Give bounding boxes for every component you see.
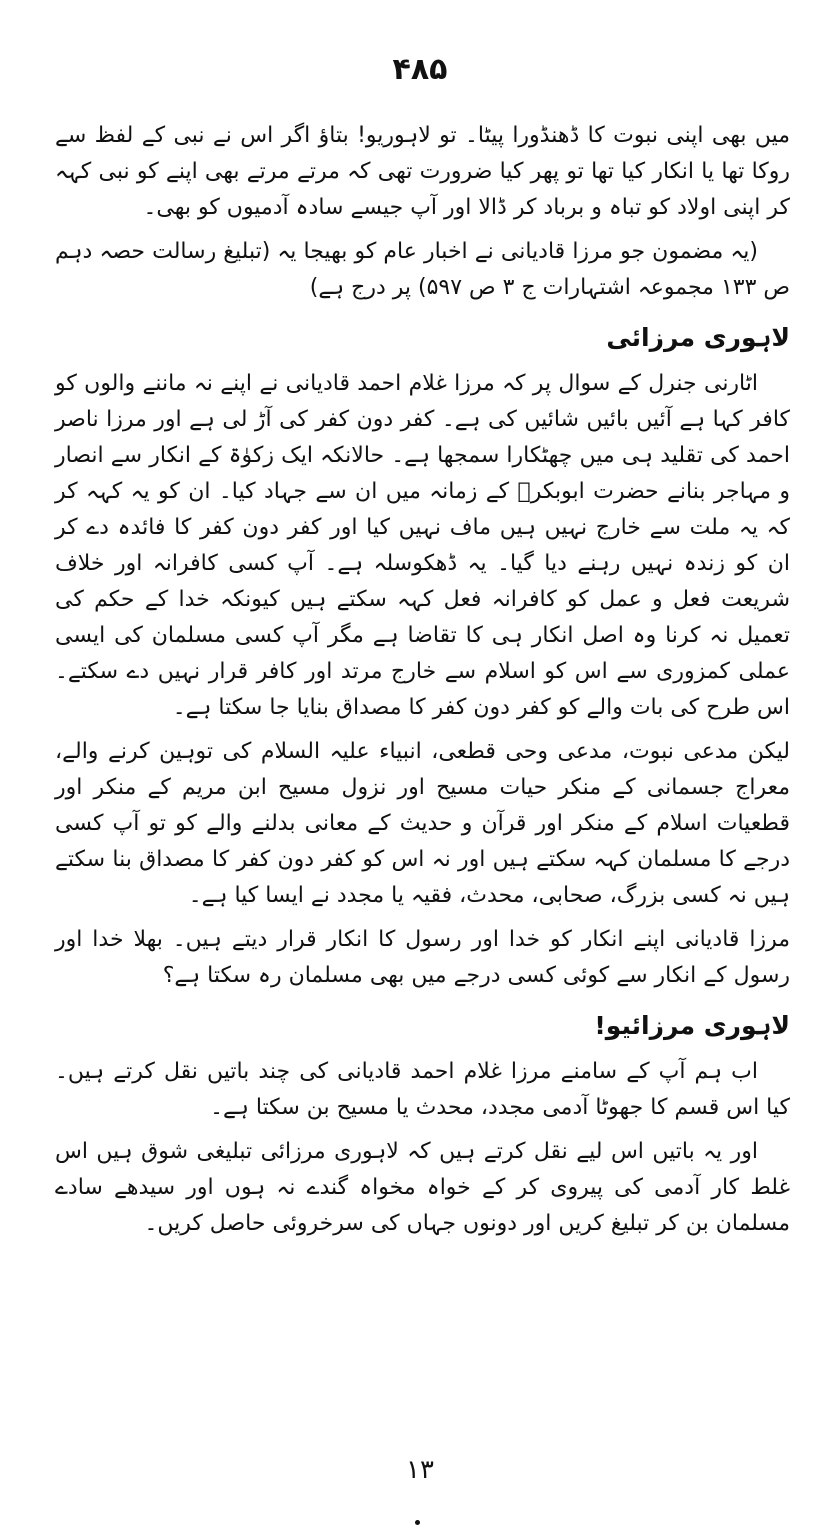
heading-lahori-mirzaiyo: لاہوری مرزائیو! — [594, 1011, 790, 1040]
page-number-top: ۴۸۵ — [392, 52, 448, 87]
paragraph-3: لیکن مدعی نبوت، مدعی وحی قطعی، انبیاء علیہ السلام کی توہین کرنے والے، معراج جسمانی کے منکر حیات مسیح اور نزول مسیح ابن مریم کے منکر اور قطعیات اسلام کے منکر اور قرآن و حدیث کے معانی بدلنے والے کو تو آپ کسی درجے کا مسلمان کہہ سکتے ہیں اور نہ اس کو کفر دون کفر کا مصداق بنا سکتے ہیں نہ کسی بزرگ، صحابی، محدث، فقیہ یا مجدد نے ایسا کیا ہے۔ — [55, 739, 790, 908]
page-body — [55, 118, 790, 1250]
reference-note: (یہ مضمون جو مرزا قادیانی نے اخبار عام کو بھیجا یہ (تبلیغ رسالت حصہ دہم ص ۱۳۳ مجموعہ اشتہارات ج ۳ ص ۵۹۷) پر درج ہے) — [55, 239, 790, 300]
heading-lahori-mirzai: لاہوری مرزائی — [606, 323, 790, 352]
page-number-bottom: ۱۳ — [406, 1455, 434, 1485]
paragraph-5: اب ہم آپ کے سامنے مرزا غلام احمد قادیانی کی چند باتیں نقل کرتے ہیں۔ کیا اس قسم کا جھوٹا آدمی مجدد، محدث یا مسیح بن سکتا ہے۔ — [55, 1059, 790, 1120]
paragraph-2: اٹارنی جنرل کے سوال پر کہ مرزا غلام احمد قادیانی نے اپنے نہ ماننے والوں کو کافر کہا ہے آئیں بائیں شائیں کی ہے۔ کفر دون کفر کی آڑ لی ہے اور مرزا ناصر احمد کی تقلید ہی میں چھٹکارا سمجھا ہے۔ حالانکہ ایک زکوٰۃ کے انکار سے انصار و مہاجر بنانے حضرت ابوبکرؓ کے زمانہ میں ان سے جہاد کیا۔ ان کو یہ کہہ کر کہ یہ ملت سے خارج نہیں ہیں ماف نہیں کیا اور کفر دون کفر کا فائدہ دے کر ان کو زندہ نہیں رہنے دیا گیا۔ یہ ڈھکوسلہ ہے۔ آپ کسی کافرانہ اور خلاف شریعت فعل و عمل کو کافرانہ فعل کہہ سکتے ہیں کیونکہ خدا کے حکم کی تعمیل نہ کرنا وہ اصل انکار ہی کا تقاضا ہے مگر آپ کسی مسلمان کی ایسی عملی کمزوری سے اس کو اسلام سے خارج مرتد اور کافر قرار نہیں دے سکتے۔ اس طرح کی بات والے کو کفر دون کفر کا مصداق بنایا جا سکتا ہے۔ — [55, 371, 790, 720]
paragraph-6: اور یہ باتیں اس لیے نقل کرتے ہیں کہ لاہوری مرزائی تبلیغی شوق ہیں اس غلط کار آدمی کی پیروی کر کے خواہ مخواہ گندے نہ ہوں اور سیدھے سادے مسلمان بن کر تبلیغ کریں اور دونوں جہاں کی سرخروئی حاصل کریں۔ — [55, 1139, 790, 1236]
paragraph-1: میں بھی اپنی نبوت کا ڈھنڈورا پیٹا۔ تو لاہوریو! بتاؤ اگر اس نے نبی کے لفظ سے روکا تھا یا انکار کیا تھا تو پھر کیا ضرورت تھی کہ مرتے مرتے بھی اپنے کو نبی کہہ کر اپنی اولاد کو تباہ و برباد کر ڈالا اور آپ جیسے سادہ آدمیوں کو بھی۔ — [55, 123, 790, 220]
ink-dot — [415, 1520, 420, 1525]
paragraph-4: مرزا قادیانی اپنے انکار کو خدا اور رسول کا انکار قرار دیتے ہیں۔ بھلا خدا اور رسول کے انکار سے کوئی کسی درجے میں بھی مسلمان رہ سکتا ہے؟ — [55, 927, 790, 988]
